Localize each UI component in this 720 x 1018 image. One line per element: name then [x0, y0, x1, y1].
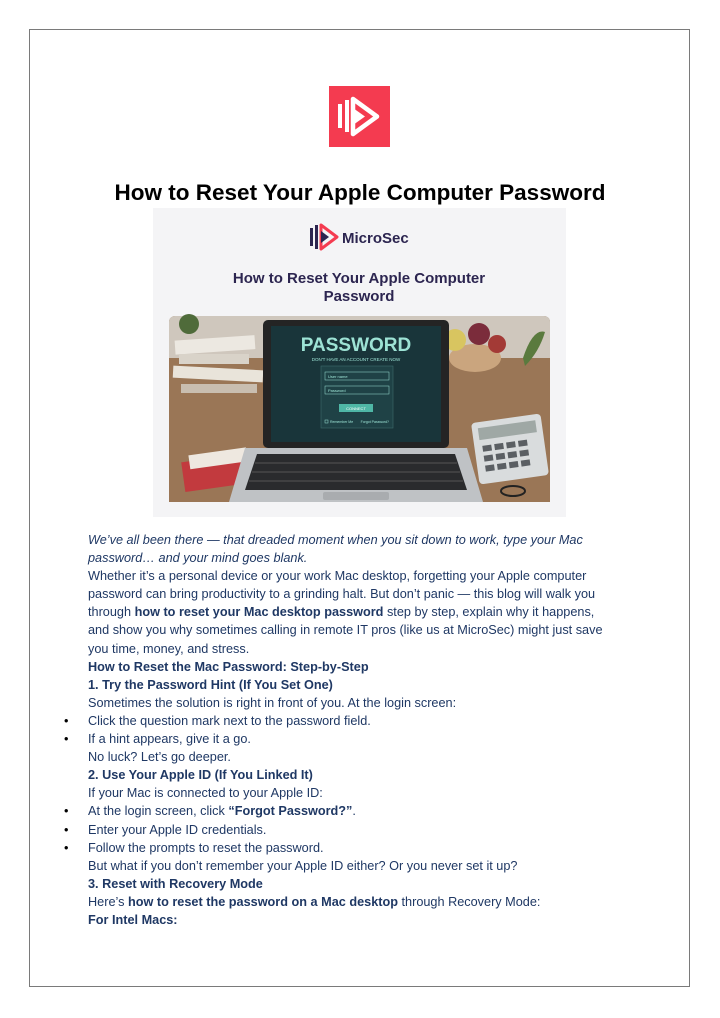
step-3-text	[88, 893, 648, 911]
list-item: • Enter your Apple ID credentials.	[88, 821, 648, 839]
step-2-bullet-1-bold: “Forgot Password?”	[228, 804, 353, 819]
step-1-heading: 1. Try the Password Hint (If You Set One)	[88, 677, 333, 692]
step-2-text: If your Mac is connected to your Apple ID:	[88, 786, 323, 801]
screen-connect-label: CONNECT	[346, 406, 366, 411]
intro-line-1: We’ve all been there — that dreaded moment when you sit down to work, type your Mac	[88, 533, 583, 547]
list-item: • If a hint appears, give it a go.	[88, 730, 648, 748]
step-1-list	[88, 712, 648, 748]
banner-brand-name: MicroSec	[342, 230, 409, 247]
step-1-text: Sometimes the solution is right in front of you. At the login screen:	[88, 695, 457, 710]
screen-title: PASSWORD	[300, 335, 412, 356]
banner-heading-line2: Password	[323, 288, 395, 305]
paragraph-line-4: and show you why sometimes calling in remote IT pros (like us at MicroSec) might just save	[88, 623, 603, 638]
list-item: • Follow the prompts to reset the password.	[88, 839, 648, 857]
banner-heading-line1: How to Reset Your Apple Computer	[232, 270, 486, 287]
paragraph-line-3-pre: through	[88, 605, 135, 620]
screen-forgot-label: Forgot Password?	[360, 420, 389, 424]
screen-password-placeholder: Password	[328, 388, 346, 393]
banner-brand-icon	[310, 225, 337, 249]
article-body	[88, 531, 648, 929]
section-heading: How to Reset the Mac Password: Step-by-Step	[88, 659, 369, 674]
step-3-text-pre: Here’s	[88, 894, 128, 909]
screen-username-placeholder: User name	[328, 374, 348, 379]
step-2-list	[88, 802, 648, 856]
document-title: How to Reset Your Apple Computer Password	[114, 180, 606, 205]
intro-line-2: password… and your mind goes blank.	[88, 551, 308, 566]
step-2-heading: 2. Use Your Apple ID (If You Linked It)	[88, 768, 313, 783]
list-item	[88, 802, 648, 820]
step-3-text-bold: how to reset the password on a Mac desktop	[127, 894, 398, 909]
intel-macs-heading: For Intel Macs:	[88, 912, 178, 927]
play-triangles-icon	[329, 86, 390, 147]
paragraph-line-1: Whether it’s a personal device or your work Mac desktop, forgetting your Apple computer	[88, 569, 587, 584]
step-2-bullet-1-post: .	[352, 804, 356, 819]
step-2-bullet-1-pre: At the login screen, click	[88, 804, 229, 819]
paragraph-line-2: password can bring productivity to a grinding halt. But don’t panic — this blog will walk you	[88, 587, 596, 602]
step-2-after: But what if you don’t remember your Apple ID either? Or you never set it up?	[88, 858, 518, 873]
screen-remember-label: Remember Me	[330, 420, 354, 424]
paragraph-line-5: you time, money, and stress.	[88, 641, 250, 656]
step-1-after: No luck? Let’s go deeper.	[88, 750, 231, 765]
paragraph-line-3-post: step by step, explain why it happens,	[383, 605, 595, 620]
step-3-text-post: through Recovery Mode:	[397, 894, 541, 909]
paragraph-line-3-bold: how to reset your Mac desktop password	[134, 605, 384, 620]
article-banner-image	[153, 208, 566, 517]
microsec-logo	[329, 86, 390, 147]
list-item: • Click the question mark next to the password field.	[88, 712, 648, 730]
screen-subtitle: DON'T HAVE AN ACCOUNT CREATE NOW	[311, 357, 401, 362]
step-3-heading: 3. Reset with Recovery Mode	[88, 876, 263, 891]
paragraph-line-3	[88, 603, 648, 621]
